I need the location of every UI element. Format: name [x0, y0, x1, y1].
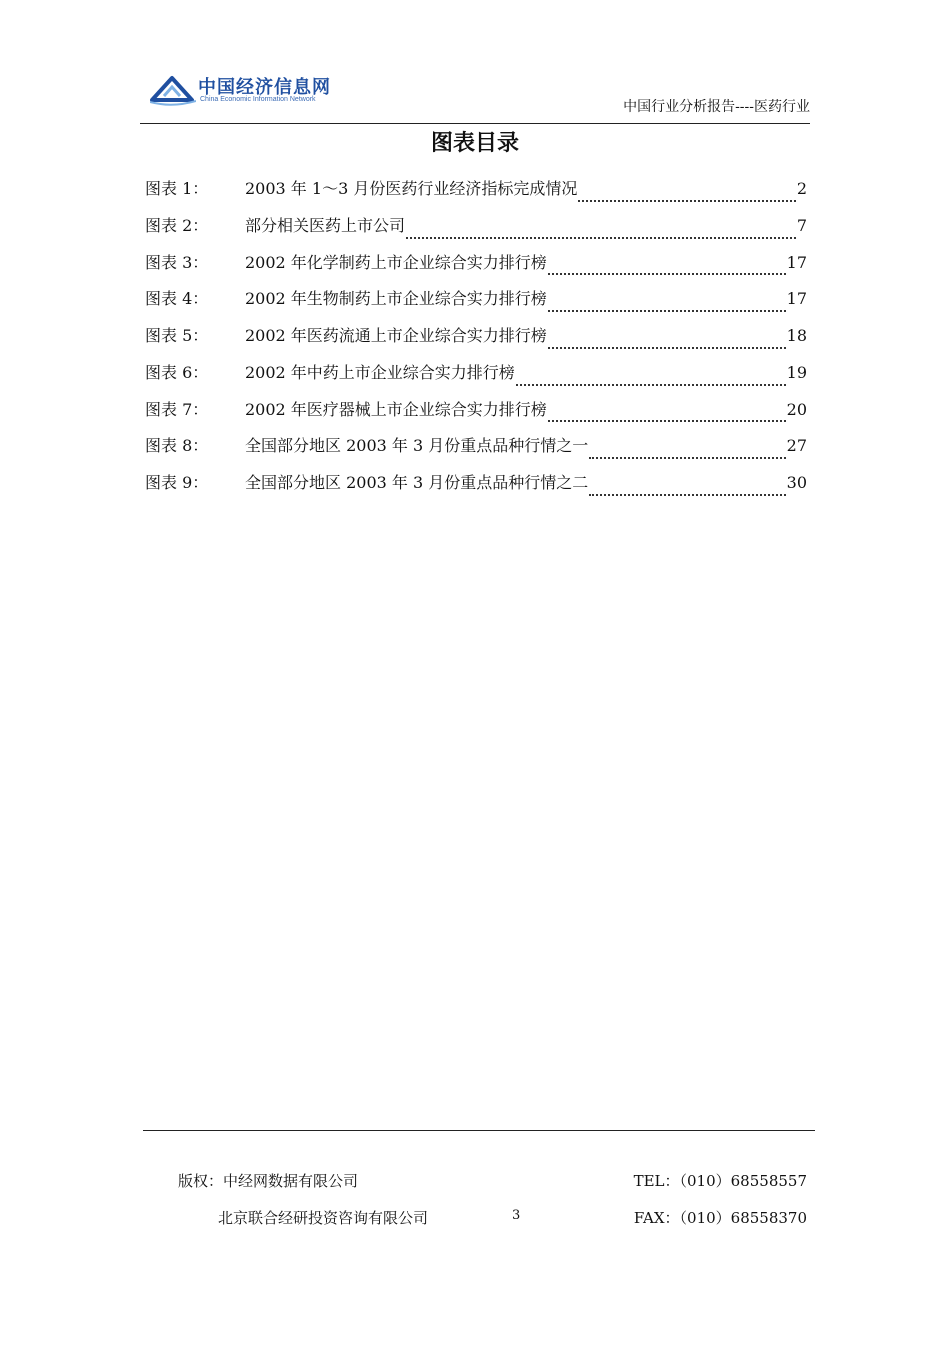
toc-entry-title: 2002 年医药流通上市企业综合实力排行榜	[245, 326, 547, 345]
footer-copyright: 版权：中经网数据有限公司	[178, 1172, 359, 1190]
toc-entry-9[interactable]	[145, 470, 807, 507]
toc-entry-page: 2	[796, 179, 807, 198]
toc-entry-page: 18	[786, 326, 807, 345]
header-divider	[140, 123, 810, 124]
toc-entry-label: 图表 4：	[145, 289, 209, 309]
logo-english-name: China Economic Information Network	[200, 96, 316, 103]
toc-entry-title: 2003 年 1～3 月份医药行业经济指标完成情况	[245, 179, 578, 198]
logo-mark-icon	[150, 72, 196, 106]
toc-leader-dots	[548, 346, 786, 349]
toc-entry-label: 图表 3：	[145, 252, 209, 272]
logo-chinese-name: 中国经济信息网	[198, 77, 331, 98]
toc-entry-4[interactable]	[145, 286, 807, 323]
toc-entry-title: 全国部分地区 2003 年 3 月份重点品种行情之一	[245, 436, 589, 456]
footer-company: 北京联合经研投资咨询有限公司	[218, 1209, 429, 1227]
toc-leader-dots	[406, 236, 796, 239]
footer-fax: FAX：（010）68558370	[633, 1209, 807, 1227]
toc-entry-label: 图表 8：	[145, 436, 209, 456]
toc-entry-page: 30	[786, 473, 807, 492]
toc-entry-label: 图表 5：	[145, 326, 209, 345]
toc-entry-page: 7	[796, 215, 807, 235]
toc-entry-page: 19	[786, 362, 807, 382]
toc-leader-dots	[589, 493, 785, 496]
toc-entry-label: 图表 9：	[145, 473, 209, 492]
report-header-title: 中国行业分析报告----医药行业	[623, 99, 810, 115]
toc-entry-page: 17	[786, 252, 807, 272]
toc-entry-title: 2002 年医疗器械上市企业综合实力排行榜	[245, 399, 547, 419]
toc-entry-page: 20	[786, 399, 807, 419]
toc-leader-dots	[548, 309, 786, 312]
toc-entry-6[interactable]	[145, 360, 807, 397]
toc-entry-title: 2002 年中药上市企业综合实力排行榜	[245, 362, 515, 382]
toc-entry-2[interactable]	[145, 213, 807, 250]
footer-divider	[143, 1130, 815, 1131]
toc-entry-1[interactable]	[145, 176, 807, 213]
footer-telephone: TEL：（010）68558557	[633, 1172, 807, 1190]
company-logo	[150, 72, 370, 108]
toc-entry-label: 图表 6：	[145, 362, 209, 382]
table-of-figures	[145, 176, 807, 507]
toc-entry-page: 17	[786, 289, 807, 309]
toc-leader-dots	[578, 199, 795, 202]
toc-leader-dots	[516, 383, 786, 386]
toc-entry-title: 2002 年化学制药上市企业综合实力排行榜	[245, 252, 547, 272]
toc-leader-dots	[548, 272, 786, 275]
toc-leader-dots	[589, 456, 785, 459]
toc-entry-8[interactable]	[145, 433, 807, 470]
toc-entry-title: 部分相关医药上市公司	[245, 215, 406, 235]
page-number: 3	[512, 1208, 521, 1223]
toc-leader-dots	[548, 419, 786, 422]
toc-entry-label: 图表 7：	[145, 399, 209, 419]
toc-entry-5[interactable]	[145, 323, 807, 360]
toc-entry-label: 图表 1：	[145, 179, 209, 198]
toc-entry-title: 全国部分地区 2003 年 3 月份重点品种行情之二	[245, 473, 589, 492]
toc-entry-label: 图表 2：	[145, 215, 209, 235]
toc-entry-title: 2002 年生物制药上市企业综合实力排行榜	[245, 289, 547, 309]
toc-entry-7[interactable]	[145, 397, 807, 434]
toc-entry-page: 27	[786, 436, 807, 456]
toc-entry-3[interactable]	[145, 250, 807, 287]
page-title: 图表目录	[430, 131, 519, 156]
